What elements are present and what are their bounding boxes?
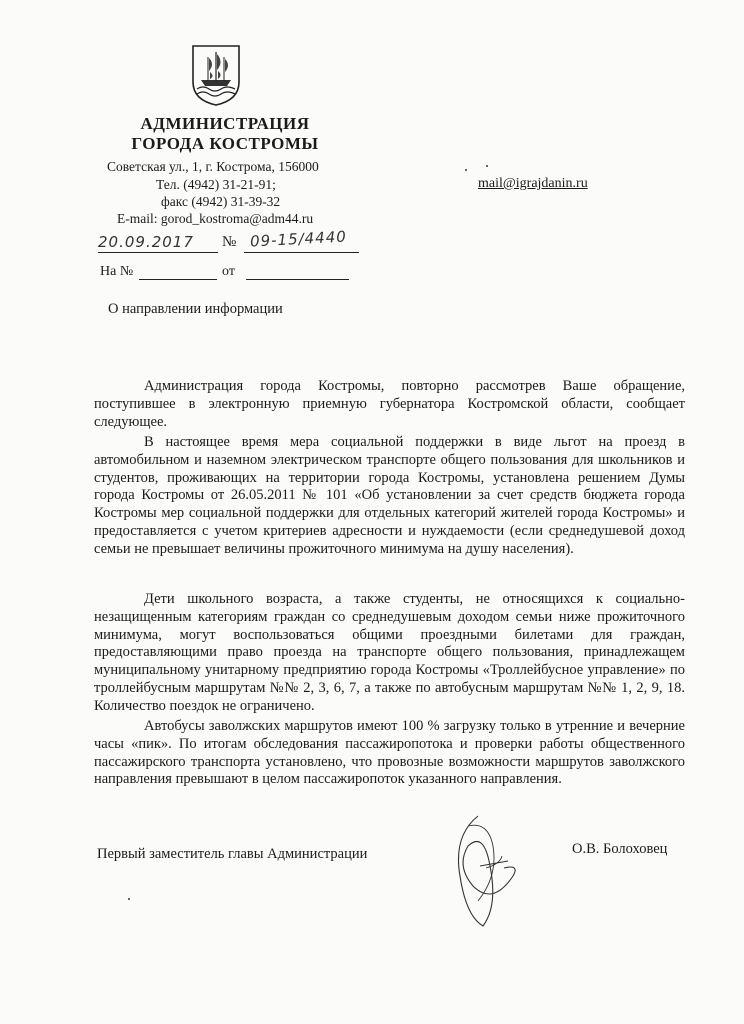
body-paragraph-3: [94, 591, 685, 716]
body-paragraph-1: [94, 378, 685, 431]
scan-dot: [465, 169, 467, 171]
signer-title: Первый заместитель главы Администрации: [97, 846, 368, 862]
paragraph-text: Автобусы заволжских маршрутов имеют 100 % загрузку только в утренние и вечерние часы «пик». По итогам обследования пассажиропотока и проверки работы общественного пассажирского транспорта установлено, что провозные возможности маршрутов заволжского направления превышают в целом пассажиропоток указанного направления.: [94, 718, 685, 788]
org-phone: Тел. (4942) 31-21-91;: [156, 177, 276, 192]
org-title-line2: ГОРОДА КОСТРОМЫ: [131, 134, 319, 153]
city-emblem-icon: [191, 44, 241, 106]
handwritten-signature: [438, 806, 528, 936]
outgoing-number: 09-15/4440: [249, 227, 348, 251]
number-sign: №: [222, 234, 237, 250]
body-paragraph-2: [94, 434, 685, 559]
recipient-email: mail@igrajdanin.ru: [478, 176, 588, 191]
scan-dot: [486, 165, 488, 167]
paragraph-text: Администрация города Костромы, повторно рассмотрев Ваше обращение, поступившее в электронную приемную губернатора Костромской области, сообщает следующее.: [94, 378, 685, 430]
reference-date-label: от: [222, 264, 235, 279]
letter-subject: О направлении информации: [108, 301, 283, 317]
reference-date-blank: [246, 279, 349, 280]
org-fax: факс (4942) 31-39-32: [161, 194, 281, 209]
org-email: E-mail: gorod_kostroma@adm44.ru: [117, 211, 314, 226]
scan-dot: [128, 898, 130, 900]
reference-number-blank: [139, 279, 217, 280]
org-address: Советская ул., 1, г. Кострома, 156000: [107, 159, 319, 174]
body-paragraph-4: [94, 718, 685, 789]
paragraph-text: Дети школьного возраста, а также студенты, не относящихся к социально-незащищенным категориям граждан со среднедушевым доходом семьи ниже прожиточного минимума, могут воспользоваться общими проездными билетами для граждан, предоставляющими право проезда на транспорте общего пользования, принадлежащем муниципальному унитарному предприятию города Костромы «Троллейбусное управление» по троллейбусным маршрутам №№ 2, 3, 6, 7, а также по автобусным маршрутам №№ 1, 2, 9, 18. Количество поездок не ограничено.: [94, 591, 685, 714]
number-underline: [244, 252, 359, 253]
paragraph-text: В настоящее время мера социальной поддержки в виде льгот на проезд в автомобильном и наземном электрическом транспорте общего пользования для школьников и студентов, проживающих на территории города Костромы, установлена решением Думы города Костромы от 26.05.2011 № 101 «Об установлении за счет средств бюджета города Костромы мер социальной поддержки для отдельных категорий жителей города Костромы» и предоставляется с учетом критериев адресности и нуждаемости (если среднедушевой доход семьи не превышает величины прожиточного минимума на душу населения).: [94, 434, 685, 557]
date-underline: [98, 252, 218, 253]
signer-name: О.В. Болоховец: [572, 841, 668, 857]
org-title-line1: АДМИНИСТРАЦИЯ: [140, 114, 310, 133]
outgoing-date: 20.09.2017: [98, 233, 194, 251]
reference-number-label: На №: [100, 264, 134, 279]
